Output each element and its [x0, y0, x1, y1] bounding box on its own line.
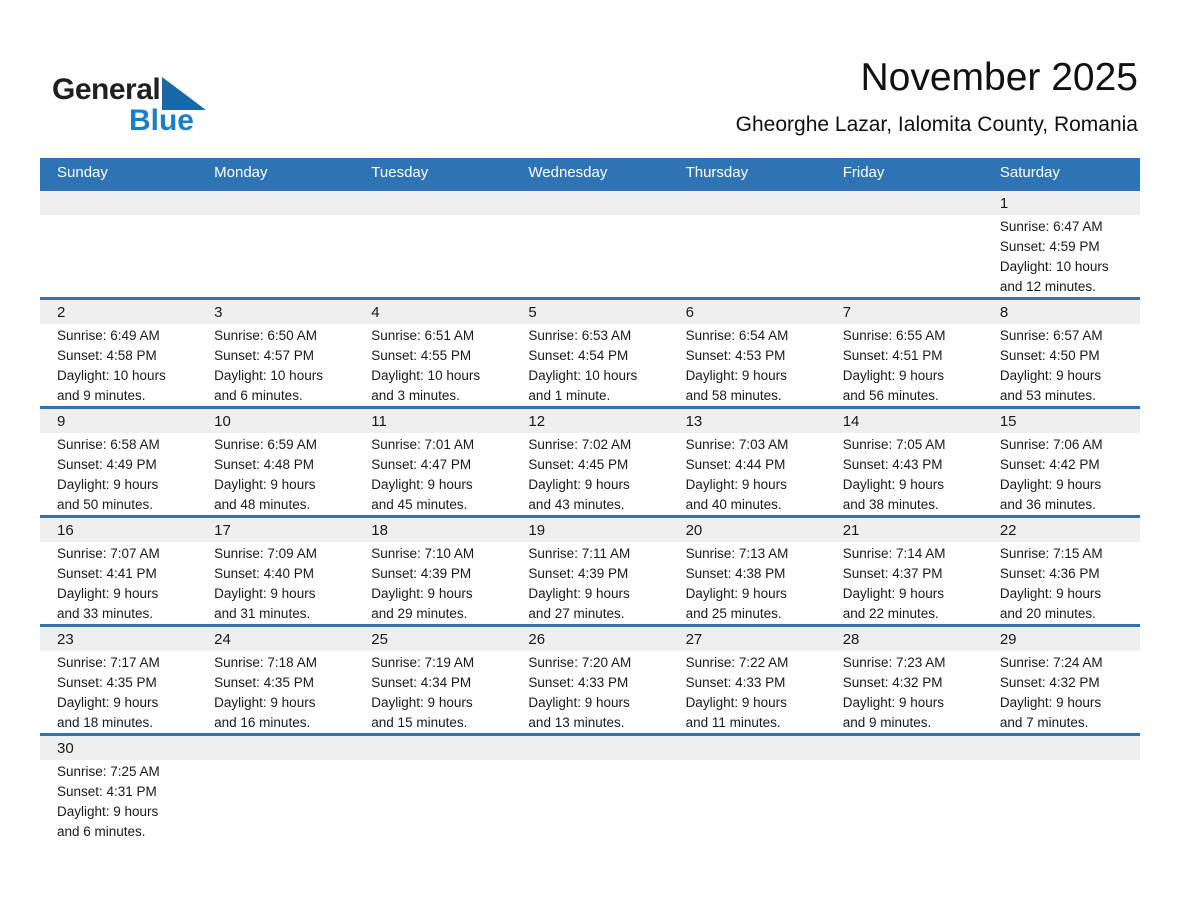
logo-text-blue: Blue	[128, 104, 194, 137]
daylight-text: Daylight: 10 hours	[214, 368, 323, 383]
empty-day-cell	[669, 191, 826, 297]
daylight-text: Daylight: 9 hours	[842, 368, 945, 383]
day-cell-24	[197, 627, 354, 733]
calendar-weeks	[40, 188, 1140, 842]
sunrise-text: Sunrise: 7:02 AM	[528, 437, 632, 452]
daylight-text: Daylight: 9 hours	[842, 477, 945, 492]
day-cell-25	[354, 627, 511, 733]
day-cell-28	[826, 627, 983, 733]
sunset-text: Sunset: 4:40 PM	[214, 566, 314, 581]
daylight-text-cont: and 11 minutes.	[685, 715, 781, 730]
daylight-text-cont: and 53 minutes.	[999, 388, 1096, 403]
sunset-text: Sunset: 4:34 PM	[371, 675, 472, 690]
sunrise-text: Sunrise: 7:05 AM	[842, 437, 946, 452]
daylight-text-cont: and 29 minutes.	[371, 606, 468, 621]
daylight-text-cont: and 18 minutes.	[57, 715, 154, 730]
day-number: 24	[214, 631, 231, 648]
daylight-text-cont: and 6 minutes.	[57, 824, 146, 839]
day-number: 7	[842, 304, 852, 321]
sunset-text: Sunset: 4:54 PM	[528, 348, 629, 363]
day-cell-27	[669, 627, 826, 733]
empty-day-cell	[983, 736, 1140, 842]
daylight-text: Daylight: 9 hours	[214, 477, 316, 492]
day-cell-8	[983, 300, 1140, 406]
daylight-text-cont: and 40 minutes.	[685, 497, 782, 512]
sunset-text: Sunset: 4:49 PM	[57, 457, 157, 472]
daylight-text: Daylight: 9 hours	[214, 695, 316, 710]
day-cell-6	[669, 300, 826, 406]
day-number: 23	[57, 631, 74, 648]
daylight-text-cont: and 56 minutes.	[842, 388, 939, 403]
daylight-text: Daylight: 9 hours	[685, 586, 787, 601]
day-cell-5	[511, 300, 668, 406]
day-number: 29	[999, 631, 1017, 648]
daylight-text: Daylight: 9 hours	[528, 586, 630, 601]
sunset-text: Sunset: 4:43 PM	[842, 457, 943, 472]
sunset-text: Sunset: 4:32 PM	[842, 675, 943, 690]
sunrise-text: Sunrise: 7:22 AM	[685, 655, 789, 670]
day-number: 12	[528, 413, 546, 430]
week-row-2	[40, 297, 1140, 406]
day-cell-30	[40, 736, 197, 842]
sunset-text: Sunset: 4:41 PM	[57, 566, 157, 581]
day-number: 2	[57, 304, 66, 321]
sunset-text: Sunset: 4:36 PM	[999, 566, 1100, 581]
daylight-text-cont: and 31 minutes.	[214, 606, 311, 621]
sunrise-text: Sunrise: 6:54 AM	[685, 328, 789, 343]
daylight-text-cont: and 9 minutes.	[842, 715, 932, 730]
day-number: 21	[842, 522, 860, 539]
sunset-text: Sunset: 4:32 PM	[999, 675, 1100, 690]
day-cell-14	[826, 409, 983, 515]
sunrise-text: Sunrise: 7:06 AM	[999, 437, 1103, 452]
day-number: 8	[999, 304, 1009, 321]
daylight-text-cont: and 22 minutes.	[842, 606, 939, 621]
week-row-5	[40, 624, 1140, 733]
day-cell-12	[511, 409, 668, 515]
weekday-header-saturday: Saturday	[999, 164, 1060, 181]
sunrise-text: Sunrise: 7:11 AM	[528, 546, 631, 561]
sunset-text: Sunset: 4:53 PM	[685, 348, 786, 363]
daylight-text: Daylight: 10 hours	[371, 368, 481, 383]
sunrise-text: Sunrise: 7:09 AM	[214, 546, 317, 561]
sunrise-text: Sunrise: 7:20 AM	[528, 655, 632, 670]
day-number: 14	[842, 413, 860, 430]
daylight-text-cont: and 48 minutes.	[214, 497, 311, 512]
weekday-header-sunday: Sunday	[57, 164, 108, 181]
sunset-text: Sunset: 4:33 PM	[685, 675, 786, 690]
empty-day-cell	[40, 191, 197, 297]
week-row-3	[40, 406, 1140, 515]
day-number: 30	[57, 740, 74, 757]
day-number: 17	[214, 522, 231, 539]
empty-day-cell	[826, 736, 983, 842]
daylight-text-cont: and 3 minutes.	[371, 388, 460, 403]
sunrise-text: Sunrise: 7:23 AM	[842, 655, 946, 670]
page-title: November 2025	[860, 56, 1138, 99]
daylight-text-cont: and 50 minutes.	[57, 497, 154, 512]
sunset-text: Sunset: 4:44 PM	[685, 457, 786, 472]
sunrise-text: Sunrise: 6:51 AM	[371, 328, 475, 343]
general-blue-logo	[52, 74, 208, 135]
sunrise-text: Sunrise: 6:55 AM	[842, 328, 946, 343]
day-cell-11	[354, 409, 511, 515]
daylight-text-cont: and 38 minutes.	[842, 497, 939, 512]
empty-day-cell	[354, 191, 511, 297]
daylight-text: Daylight: 9 hours	[57, 695, 159, 710]
daylight-text: Daylight: 9 hours	[371, 695, 473, 710]
sunset-text: Sunset: 4:31 PM	[57, 784, 157, 799]
daylight-text: Daylight: 9 hours	[685, 477, 787, 492]
sunset-text: Sunset: 4:48 PM	[214, 457, 314, 472]
daylight-text-cont: and 27 minutes.	[528, 606, 625, 621]
sunset-text: Sunset: 4:33 PM	[528, 675, 629, 690]
day-number: 6	[685, 304, 694, 321]
weekday-header-monday: Monday	[214, 164, 268, 181]
sunrise-text: Sunrise: 7:10 AM	[371, 546, 475, 561]
daylight-text-cont: and 43 minutes.	[528, 497, 625, 512]
day-cell-13	[669, 409, 826, 515]
sunset-text: Sunset: 4:35 PM	[214, 675, 314, 690]
daylight-text: Daylight: 9 hours	[685, 368, 787, 383]
empty-day-cell	[511, 191, 668, 297]
sunset-text: Sunset: 4:35 PM	[57, 675, 157, 690]
weekday-header-wednesday: Wednesday	[528, 164, 608, 181]
daylight-text: Daylight: 9 hours	[999, 695, 1102, 710]
day-cell-29	[983, 627, 1140, 733]
day-number: 26	[528, 631, 546, 648]
sunrise-text: Sunrise: 7:24 AM	[999, 655, 1103, 670]
day-cell-10	[197, 409, 354, 515]
day-number: 25	[371, 631, 388, 648]
daylight-text: Daylight: 10 hours	[528, 368, 638, 383]
sunrise-text: Sunrise: 6:50 AM	[214, 328, 317, 343]
day-number: 18	[371, 522, 388, 539]
sunrise-text: Sunrise: 6:47 AM	[999, 219, 1103, 234]
weekday-header-thursday: Thursday	[685, 164, 749, 181]
weekday-header-tuesday: Tuesday	[371, 164, 429, 181]
day-number: 11	[371, 413, 387, 430]
sunrise-text: Sunrise: 7:07 AM	[57, 546, 160, 561]
daylight-text-cont: and 1 minute.	[528, 388, 611, 403]
sunset-text: Sunset: 4:45 PM	[528, 457, 629, 472]
daylight-text: Daylight: 9 hours	[528, 477, 630, 492]
sunrise-text: Sunrise: 6:53 AM	[528, 328, 632, 343]
day-cell-9	[40, 409, 197, 515]
day-number: 27	[685, 631, 703, 648]
sunset-text: Sunset: 4:42 PM	[999, 457, 1100, 472]
sunset-text: Sunset: 4:47 PM	[371, 457, 472, 472]
day-cell-7	[826, 300, 983, 406]
day-cell-20	[669, 518, 826, 624]
daylight-text-cont: and 20 minutes.	[999, 606, 1096, 621]
day-number: 3	[214, 304, 223, 321]
daylight-text: Daylight: 10 hours	[57, 368, 166, 383]
day-cell-26	[511, 627, 668, 733]
daylight-text-cont: and 25 minutes.	[685, 606, 782, 621]
daylight-text-cont: and 33 minutes.	[57, 606, 154, 621]
daylight-text-cont: and 9 minutes.	[57, 388, 146, 403]
sunrise-text: Sunrise: 7:19 AM	[371, 655, 475, 670]
sunrise-text: Sunrise: 7:13 AM	[685, 546, 789, 561]
sunset-text: Sunset: 4:51 PM	[842, 348, 943, 363]
daylight-text: Daylight: 9 hours	[528, 695, 630, 710]
daylight-text: Daylight: 9 hours	[999, 477, 1102, 492]
sunset-text: Sunset: 4:50 PM	[999, 348, 1100, 363]
daylight-text-cont: and 16 minutes.	[214, 715, 311, 730]
empty-day-cell	[511, 736, 668, 842]
sunset-text: Sunset: 4:38 PM	[685, 566, 786, 581]
daylight-text: Daylight: 9 hours	[842, 695, 945, 710]
day-cell-17	[197, 518, 354, 624]
sunrise-text: Sunrise: 7:03 AM	[685, 437, 789, 452]
weekday-header-friday: Friday	[842, 164, 885, 181]
empty-day-cell	[669, 736, 826, 842]
sunset-text: Sunset: 4:59 PM	[999, 239, 1100, 254]
daylight-text: Daylight: 9 hours	[371, 477, 473, 492]
day-number: 5	[528, 304, 537, 321]
empty-day-cell	[197, 191, 354, 297]
sunset-text: Sunset: 4:39 PM	[371, 566, 472, 581]
day-cell-19	[511, 518, 668, 624]
logo-text-general: General	[52, 73, 161, 106]
header-titles	[736, 56, 1138, 138]
daylight-text-cont: and 36 minutes.	[999, 497, 1096, 512]
day-number: 10	[214, 413, 231, 430]
sunrise-text: Sunrise: 7:25 AM	[57, 764, 160, 779]
day-number: 28	[842, 631, 860, 648]
day-number: 19	[528, 522, 546, 539]
daylight-text: Daylight: 9 hours	[685, 695, 787, 710]
daylight-text-cont: and 13 minutes.	[528, 715, 625, 730]
calendar-table	[40, 158, 1140, 842]
daylight-text: Daylight: 9 hours	[57, 586, 159, 601]
week-row-6	[40, 733, 1140, 842]
sunrise-text: Sunrise: 6:57 AM	[999, 328, 1103, 343]
daylight-text-cont: and 15 minutes.	[371, 715, 468, 730]
daylight-text: Daylight: 9 hours	[999, 586, 1102, 601]
week-row-1	[40, 188, 1140, 297]
sunrise-text: Sunrise: 6:49 AM	[57, 328, 160, 343]
daylight-text-cont: and 58 minutes.	[685, 388, 782, 403]
week-row-4	[40, 515, 1140, 624]
sunrise-text: Sunrise: 7:18 AM	[214, 655, 317, 670]
day-cell-4	[354, 300, 511, 406]
day-number: 1	[999, 195, 1009, 212]
daylight-text: Daylight: 9 hours	[999, 368, 1102, 383]
day-cell-22	[983, 518, 1140, 624]
daylight-text: Daylight: 9 hours	[214, 586, 316, 601]
daylight-text: Daylight: 10 hours	[999, 259, 1109, 274]
empty-day-cell	[826, 191, 983, 297]
day-cell-3	[197, 300, 354, 406]
daylight-text: Daylight: 9 hours	[371, 586, 473, 601]
day-cell-21	[826, 518, 983, 624]
sunset-text: Sunset: 4:57 PM	[214, 348, 314, 363]
daylight-text: Daylight: 9 hours	[57, 477, 159, 492]
day-cell-16	[40, 518, 197, 624]
day-cell-15	[983, 409, 1140, 515]
daylight-text: Daylight: 9 hours	[842, 586, 945, 601]
sunset-text: Sunset: 4:37 PM	[842, 566, 943, 581]
weekday-header-row	[40, 158, 1140, 188]
day-number: 15	[999, 413, 1017, 430]
daylight-text-cont: and 7 minutes.	[999, 715, 1089, 730]
sunrise-text: Sunrise: 7:14 AM	[842, 546, 946, 561]
sunrise-text: Sunrise: 7:01 AM	[371, 437, 475, 452]
empty-day-cell	[197, 736, 354, 842]
sunrise-text: Sunrise: 6:59 AM	[214, 437, 317, 452]
day-number: 20	[685, 522, 703, 539]
day-number: 22	[999, 522, 1017, 539]
sunrise-text: Sunrise: 7:15 AM	[999, 546, 1103, 561]
day-cell-18	[354, 518, 511, 624]
day-number: 16	[57, 522, 74, 539]
day-cell-23	[40, 627, 197, 733]
daylight-text-cont: and 6 minutes.	[214, 388, 303, 403]
day-number: 9	[57, 413, 66, 430]
day-number: 13	[685, 413, 703, 430]
page-subtitle: Gheorghe Lazar, Ialomita County, Romania	[735, 113, 1138, 136]
day-number: 4	[371, 304, 380, 321]
day-cell-2	[40, 300, 197, 406]
sunrise-text: Sunrise: 6:58 AM	[57, 437, 160, 452]
daylight-text-cont: and 12 minutes.	[999, 279, 1096, 294]
daylight-text: Daylight: 9 hours	[57, 804, 159, 819]
day-cell-1	[983, 191, 1140, 297]
sunrise-text: Sunrise: 7:17 AM	[57, 655, 160, 670]
sunset-text: Sunset: 4:58 PM	[57, 348, 157, 363]
sunset-text: Sunset: 4:39 PM	[528, 566, 629, 581]
sunset-text: Sunset: 4:55 PM	[371, 348, 472, 363]
empty-day-cell	[354, 736, 511, 842]
daylight-text-cont: and 45 minutes.	[371, 497, 468, 512]
